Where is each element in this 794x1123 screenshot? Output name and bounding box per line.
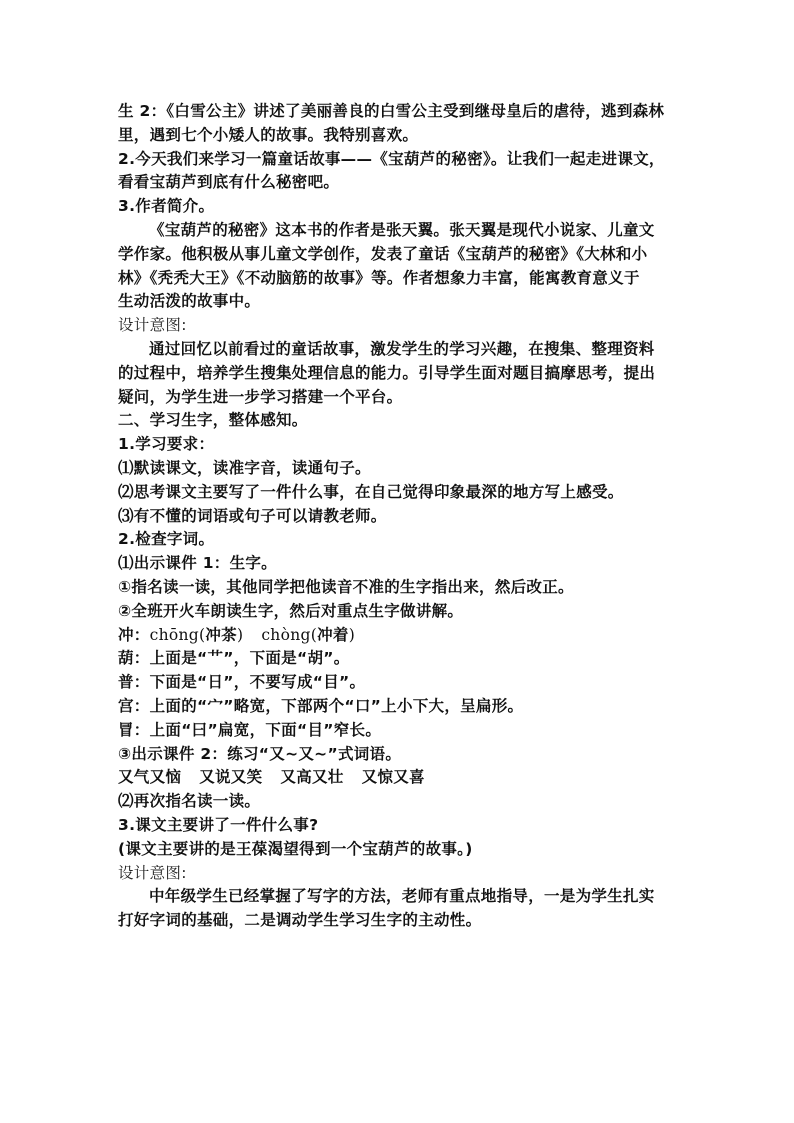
design-intent-label: 设计意图: [118, 316, 187, 335]
paragraph-line: 中年级学生已经掌握了写字的方法，老师有重点地指导，一是为学生扎实 [149, 887, 655, 906]
paragraph-line: 打好字词的基础，二是调动学生学习生字的主动性。 [118, 911, 482, 930]
section-heading: 二、学习生字，整体感知。 [118, 411, 308, 430]
example-word: 冲茶 [205, 625, 237, 644]
design-intent-label: 设计意图: [118, 863, 187, 882]
paragraph-line: 《宝葫芦的秘密》这本书的作者是张天翼。张天翼是现代小说家、儿童文 [149, 220, 655, 239]
paragraph-line: 生 2：《白雪公主》讲述了美丽善良的白雪公主受到继母皇后的虐待，逃到森林 [118, 102, 665, 120]
example-word: 冲着 [317, 625, 349, 644]
pinyin-text: chōng( [149, 625, 206, 644]
section-heading: 3.作者简介。 [118, 197, 215, 216]
character-note: 宫：上面的“宀”略宽，下部两个“口”上小下大，呈扁形。 [118, 696, 524, 715]
subsection-heading: 2.检查字词。 [118, 530, 215, 549]
answer-line: (课文主要讲的是王葆渴望得到一个宝葫芦的故事。) [118, 839, 473, 858]
document-body [118, 100, 678, 933]
pinyin-paren: ) [348, 625, 356, 644]
paragraph-line: 通过回忆以前看过的童话故事，激发学生的学习兴趣，在搜集、整理资料 [149, 339, 655, 358]
list-item: ⑵再次指名读一读。 [118, 792, 261, 811]
paragraph-line: 里，遇到七个小矮人的故事。我特别喜欢。 [118, 125, 419, 144]
list-item: ①指名读一读，其他同学把他读音不准的生字指出来，然后改正。 [118, 577, 574, 596]
pinyin-line [118, 624, 678, 648]
subsection-heading: 3.课文主要讲了一件什么事? [118, 815, 319, 834]
character-label: 冲： [118, 625, 150, 644]
word-list [118, 766, 678, 790]
pinyin-text: chòng( [261, 625, 318, 644]
pinyin-paren: ) [236, 625, 244, 644]
list-item: ⑵思考课文主要写了一件什么事，在自己觉得印象最深的地方写上感受。 [118, 482, 624, 501]
paragraph-line: 的过程中，培养学生搜集处理信息的能力。引导学生面对题目搞摩思考，提出 [118, 363, 656, 382]
practice-word: 又说又笑 [199, 768, 263, 787]
practice-word: 又惊又喜 [361, 768, 425, 787]
list-item: ⑴默读课文，读准字音，读通句子。 [118, 458, 371, 477]
practice-word: 又气又恼 [118, 768, 182, 787]
list-item: ②全班开火车朗读生字，然后对重点生字做讲解。 [118, 601, 464, 620]
paragraph-line: 林》《秃秃大王》《不动脑筋的故事》等。作者想象力丰富，能寓教育意义于 [118, 268, 640, 287]
character-note: 冒：上面“曰”扁宽，下面“目”窄长。 [118, 720, 382, 739]
practice-word: 又高又壮 [280, 768, 344, 787]
list-item: ⑶有不懂的词语或句子可以请教老师。 [118, 506, 387, 525]
paragraph-line: 2.今天我们来学习一篇童话故事——《宝葫芦的秘密》。让我们一起走进课文， [118, 149, 665, 168]
character-note: 葫：上面是“艹”，下面是“胡”。 [118, 649, 350, 668]
paragraph-line: 看看宝葫芦到底有什么秘密吧。 [118, 173, 340, 192]
paragraph-line: 学作家。他积极从事儿童文学创作，发表了童话《宝葫芦的秘密》《大林和小 [118, 244, 648, 263]
paragraph-line: 疑问，为学生进一步学习搭建一个平台。 [118, 387, 403, 406]
paragraph-line: 生动活泼的故事中。 [118, 292, 261, 311]
list-item: ③出示课件 2：练习“又~又~”式词语。 [118, 744, 402, 763]
character-note: 普：下面是“日”，不要写成“目”。 [118, 673, 366, 692]
list-item: ⑴出示课件 1：生字。 [118, 554, 277, 573]
subsection-heading: 1.学习要求： [118, 435, 215, 454]
